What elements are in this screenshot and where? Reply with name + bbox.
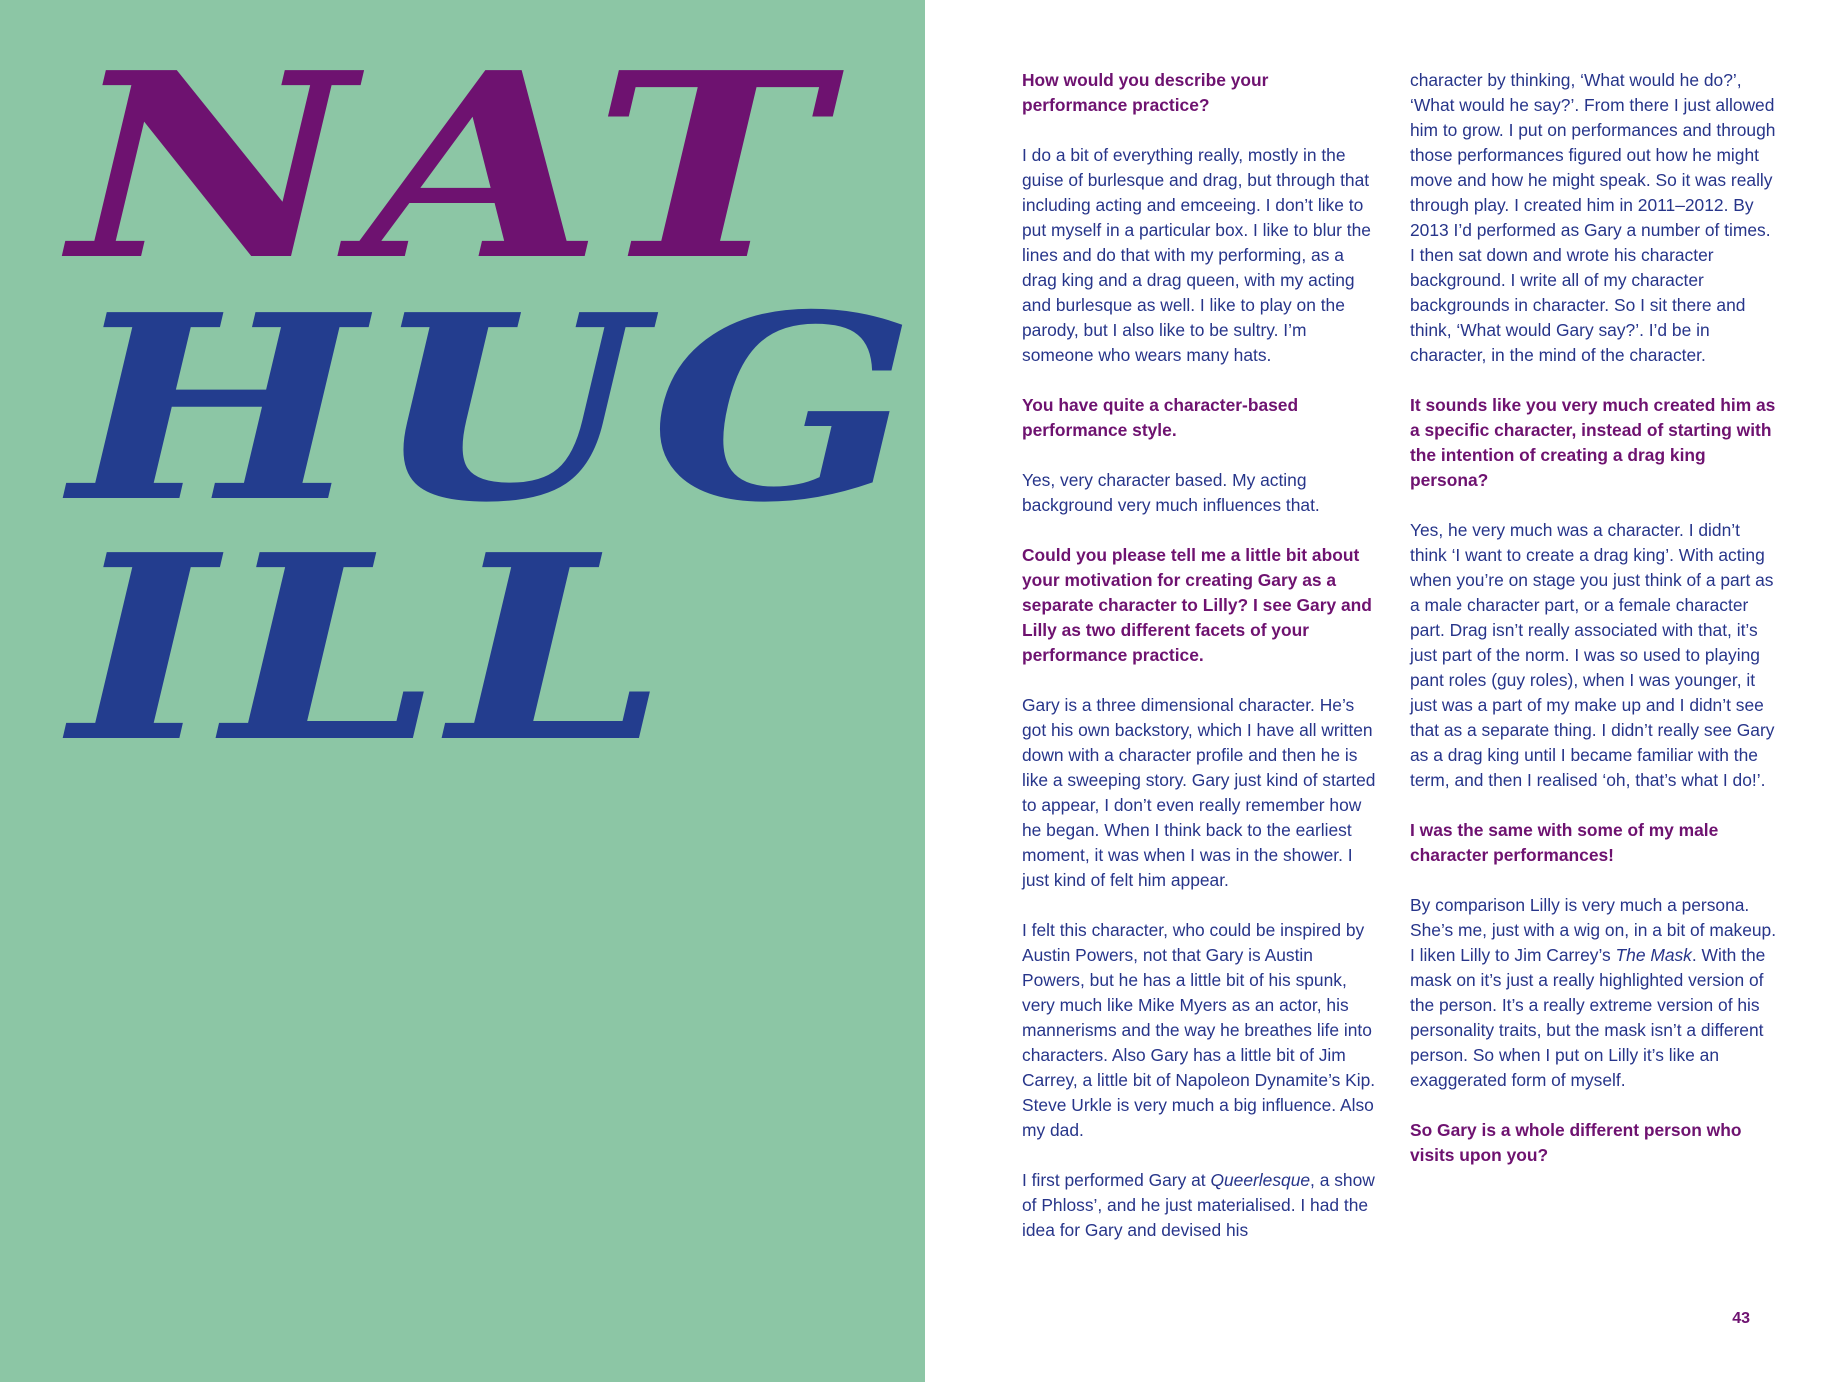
title-line-2: HUG — [70, 260, 923, 559]
title-line-3: ILL — [70, 500, 675, 799]
interview-answer: character by thinking, ‘What would he do?’, ‘What would he say?’. From there I just allowed him to grow. I put on performances and through those performances figured out how he might move and how he might speak. So it was really through play. I created him in 2011–2012. By 2013 I’d performed as Gary a number of times. I then sat down and wrote his character background. I write all of my character backgrounds in character. So I sit there and think, ‘What would Gary say?’. I’d be in character, in the mind of the character. — [1410, 70, 1776, 365]
page-number: 43 — [1732, 1310, 1750, 1327]
answer-text: I first performed Gary at — [1022, 1170, 1211, 1190]
film-title: The Mask — [1615, 945, 1692, 965]
interview-answer — [1410, 893, 1780, 1093]
answer-text: , a show of Phloss’, and he just materialised. I had the idea for Gary and devised his — [1022, 1170, 1375, 1240]
interview-question: So Gary is a whole different person who visits upon you? — [1410, 1120, 1742, 1165]
interview-answer: Yes, he very much was a character. I didn’t think ‘I want to create a drag king’. With acting when you’re on stage you just think of a part as a male character part, or a female character part. Drag isn’t really associated with that, it’s just part of the norm. I was so used to playing pant roles (guy roles), when I was younger, it just was a part of my make up and I didn’t see that as a separate thing. I didn’t really see Gary as a drag king until I became familiar with the term, and then I realised ‘oh, that’s what I do!’. — [1410, 520, 1775, 790]
title-line-1: NAT — [70, 18, 833, 317]
text-column-left — [1022, 68, 1377, 1243]
interview-question: You have quite a character-based performance style. — [1022, 395, 1299, 440]
interview-question: I was the same with some of my male character performances! — [1410, 820, 1719, 865]
interview-question: It sounds like you very much created him as a specific character, instead of starting with the intention of creating a drag king persona? — [1410, 395, 1776, 490]
interview-answer: Gary is a three dimensional character. He’s got his own backstory, which I have all written down with a character profile and then he is like a sweeping story. Gary just kind of started to appear, I don’t even really remember how he began. When I think back to the earliest moment, it was when I was in the shower. I just kind of felt him appear. — [1022, 695, 1376, 890]
answer-text: By comparison Lilly is very much a persona. She’s me, just with a wig on, in a bit of makeup. I liken Lilly to Jim Carrey’s — [1410, 895, 1777, 965]
show-title: Queerlesque — [1210, 1170, 1311, 1190]
interview-page — [925, 0, 1843, 1382]
interview-answer: I do a bit of everything really, mostly in the guise of burlesque and drag, but through that including acting and emceeing. I don’t like to put myself in a particular box. I like to blur the lines and do that with my performing, as a drag king and a drag queen, with my acting and burlesque as well. I like to play on the parody, but I also like to be sultry. I’m someone who wears many hats. — [1022, 145, 1371, 365]
text-column-right — [1410, 68, 1780, 1168]
answer-text: . With the mask on it’s just a really highlighted version of the person. It’s a really extreme version of his personality traits, but the mask isn’t a different person. So when I put on Lilly it’s like an exaggerated form of myself. — [1410, 945, 1766, 1090]
interview-answer — [1022, 1168, 1377, 1243]
interview-answer: I felt this character, who could be inspired by Austin Powers, not that Gary is Austin Powers, but he has a little bit of his spunk, very much like Mike Myers as an actor, his mannerisms and the way he breathes life into characters. Also Gary has a little bit of Jim Carrey, a little bit of Napoleon Dynamite’s Kip. Steve Urkle is very much a big influence. Also my dad. — [1022, 920, 1376, 1140]
interview-question: Could you please tell me a little bit about your motivation for creating Gary as a separate character to Lilly? I see Gary and Lilly as two different facets of your performance practice. — [1022, 545, 1372, 665]
interview-answer: Yes, very character based. My acting background very much influences that. — [1022, 470, 1320, 515]
interview-question: How would you describe your performance practice? — [1022, 70, 1269, 115]
